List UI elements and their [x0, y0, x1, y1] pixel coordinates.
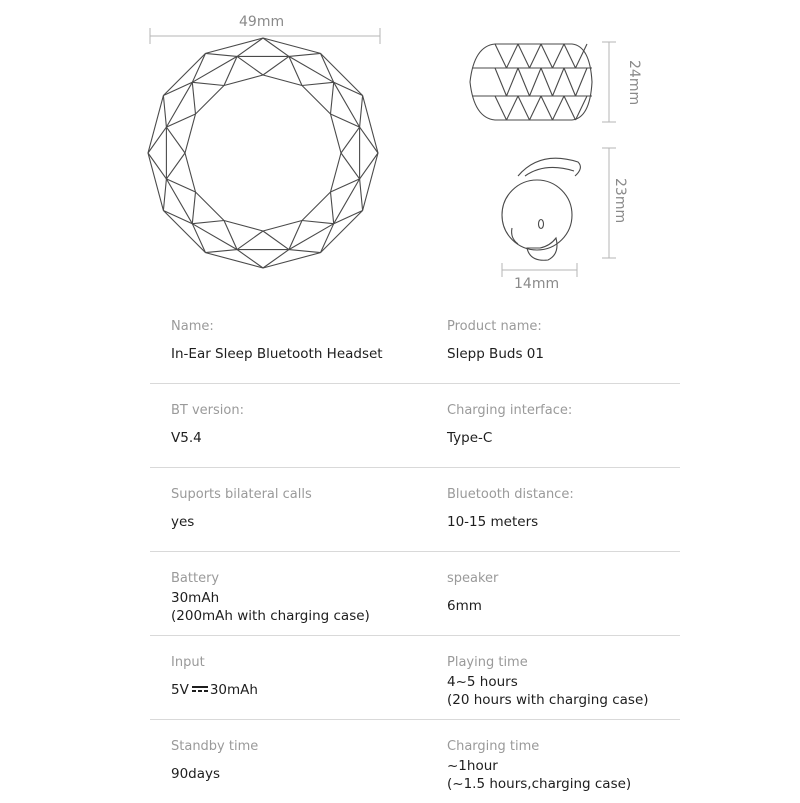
spec-label: Playing time — [447, 655, 528, 670]
spec-cell — [447, 486, 707, 531]
charging-case-side-view — [470, 44, 592, 120]
dc-symbol-icon — [192, 685, 208, 693]
spec-cell — [447, 570, 707, 615]
bud-width-label: 14mm — [514, 276, 560, 292]
spec-value-secondary: (~1.5 hours,charging case) — [447, 776, 632, 792]
spec-value: 10-15 meters — [447, 514, 539, 530]
spec-value: 4~5 hours — [447, 674, 518, 690]
spec-label: Standby time — [171, 739, 259, 754]
spec-value: Type-C — [447, 430, 493, 446]
dimension-drawing — [0, 0, 800, 310]
product-dimension-diagram — [0, 0, 800, 310]
spec-cell — [171, 654, 431, 699]
spec-cell — [171, 402, 431, 447]
spec-cell — [171, 738, 431, 783]
spec-row — [150, 552, 680, 636]
spec-label: BT version: — [171, 403, 244, 418]
spec-cell — [171, 486, 431, 531]
spec-value: 90days — [171, 766, 221, 782]
case-height-label: 24mm — [626, 60, 642, 106]
spec-value: Slepp Buds 01 — [447, 346, 544, 362]
spec-label: Product name: — [447, 319, 542, 334]
spec-row — [150, 384, 680, 468]
spec-label: Name: — [171, 319, 214, 334]
spec-cell — [447, 654, 707, 709]
spec-cell — [171, 570, 431, 625]
spec-value — [171, 681, 431, 699]
case-width-label: 49mm — [239, 14, 285, 30]
spec-label: Battery — [171, 571, 220, 586]
spec-label: Suports bilateral calls — [171, 487, 312, 502]
spec-row — [150, 300, 680, 384]
spec-cell — [447, 402, 707, 447]
spec-row — [150, 720, 680, 803]
spec-row — [150, 636, 680, 720]
spec-value: yes — [171, 514, 195, 530]
spec-row — [150, 468, 680, 552]
spec-label: speaker — [447, 571, 499, 586]
spec-label: Charging time — [447, 739, 540, 754]
spec-label: Charging interface: — [447, 403, 573, 418]
charging-case-top-view — [148, 38, 378, 268]
earbud-side-view — [502, 158, 580, 260]
input-voltage: 5V — [171, 682, 189, 698]
spec-value: 6mm — [447, 598, 482, 614]
bud-height-label: 23mm — [612, 178, 628, 224]
spec-cell — [447, 318, 707, 363]
spec-label: Input — [171, 655, 205, 670]
spec-value-secondary: (200mAh with charging case) — [171, 608, 370, 624]
spec-value-secondary: (20 hours with charging case) — [447, 692, 649, 708]
spec-value: 30mAh — [171, 590, 220, 606]
specifications-table — [150, 300, 680, 803]
spec-cell — [171, 318, 431, 363]
spec-value: In-Ear Sleep Bluetooth Headset — [171, 346, 383, 362]
spec-value: V5.4 — [171, 430, 202, 446]
spec-value: ~1hour — [447, 758, 498, 774]
input-current: 30mAh — [209, 682, 258, 698]
spec-label: Bluetooth distance: — [447, 487, 574, 502]
spec-cell — [447, 738, 707, 793]
